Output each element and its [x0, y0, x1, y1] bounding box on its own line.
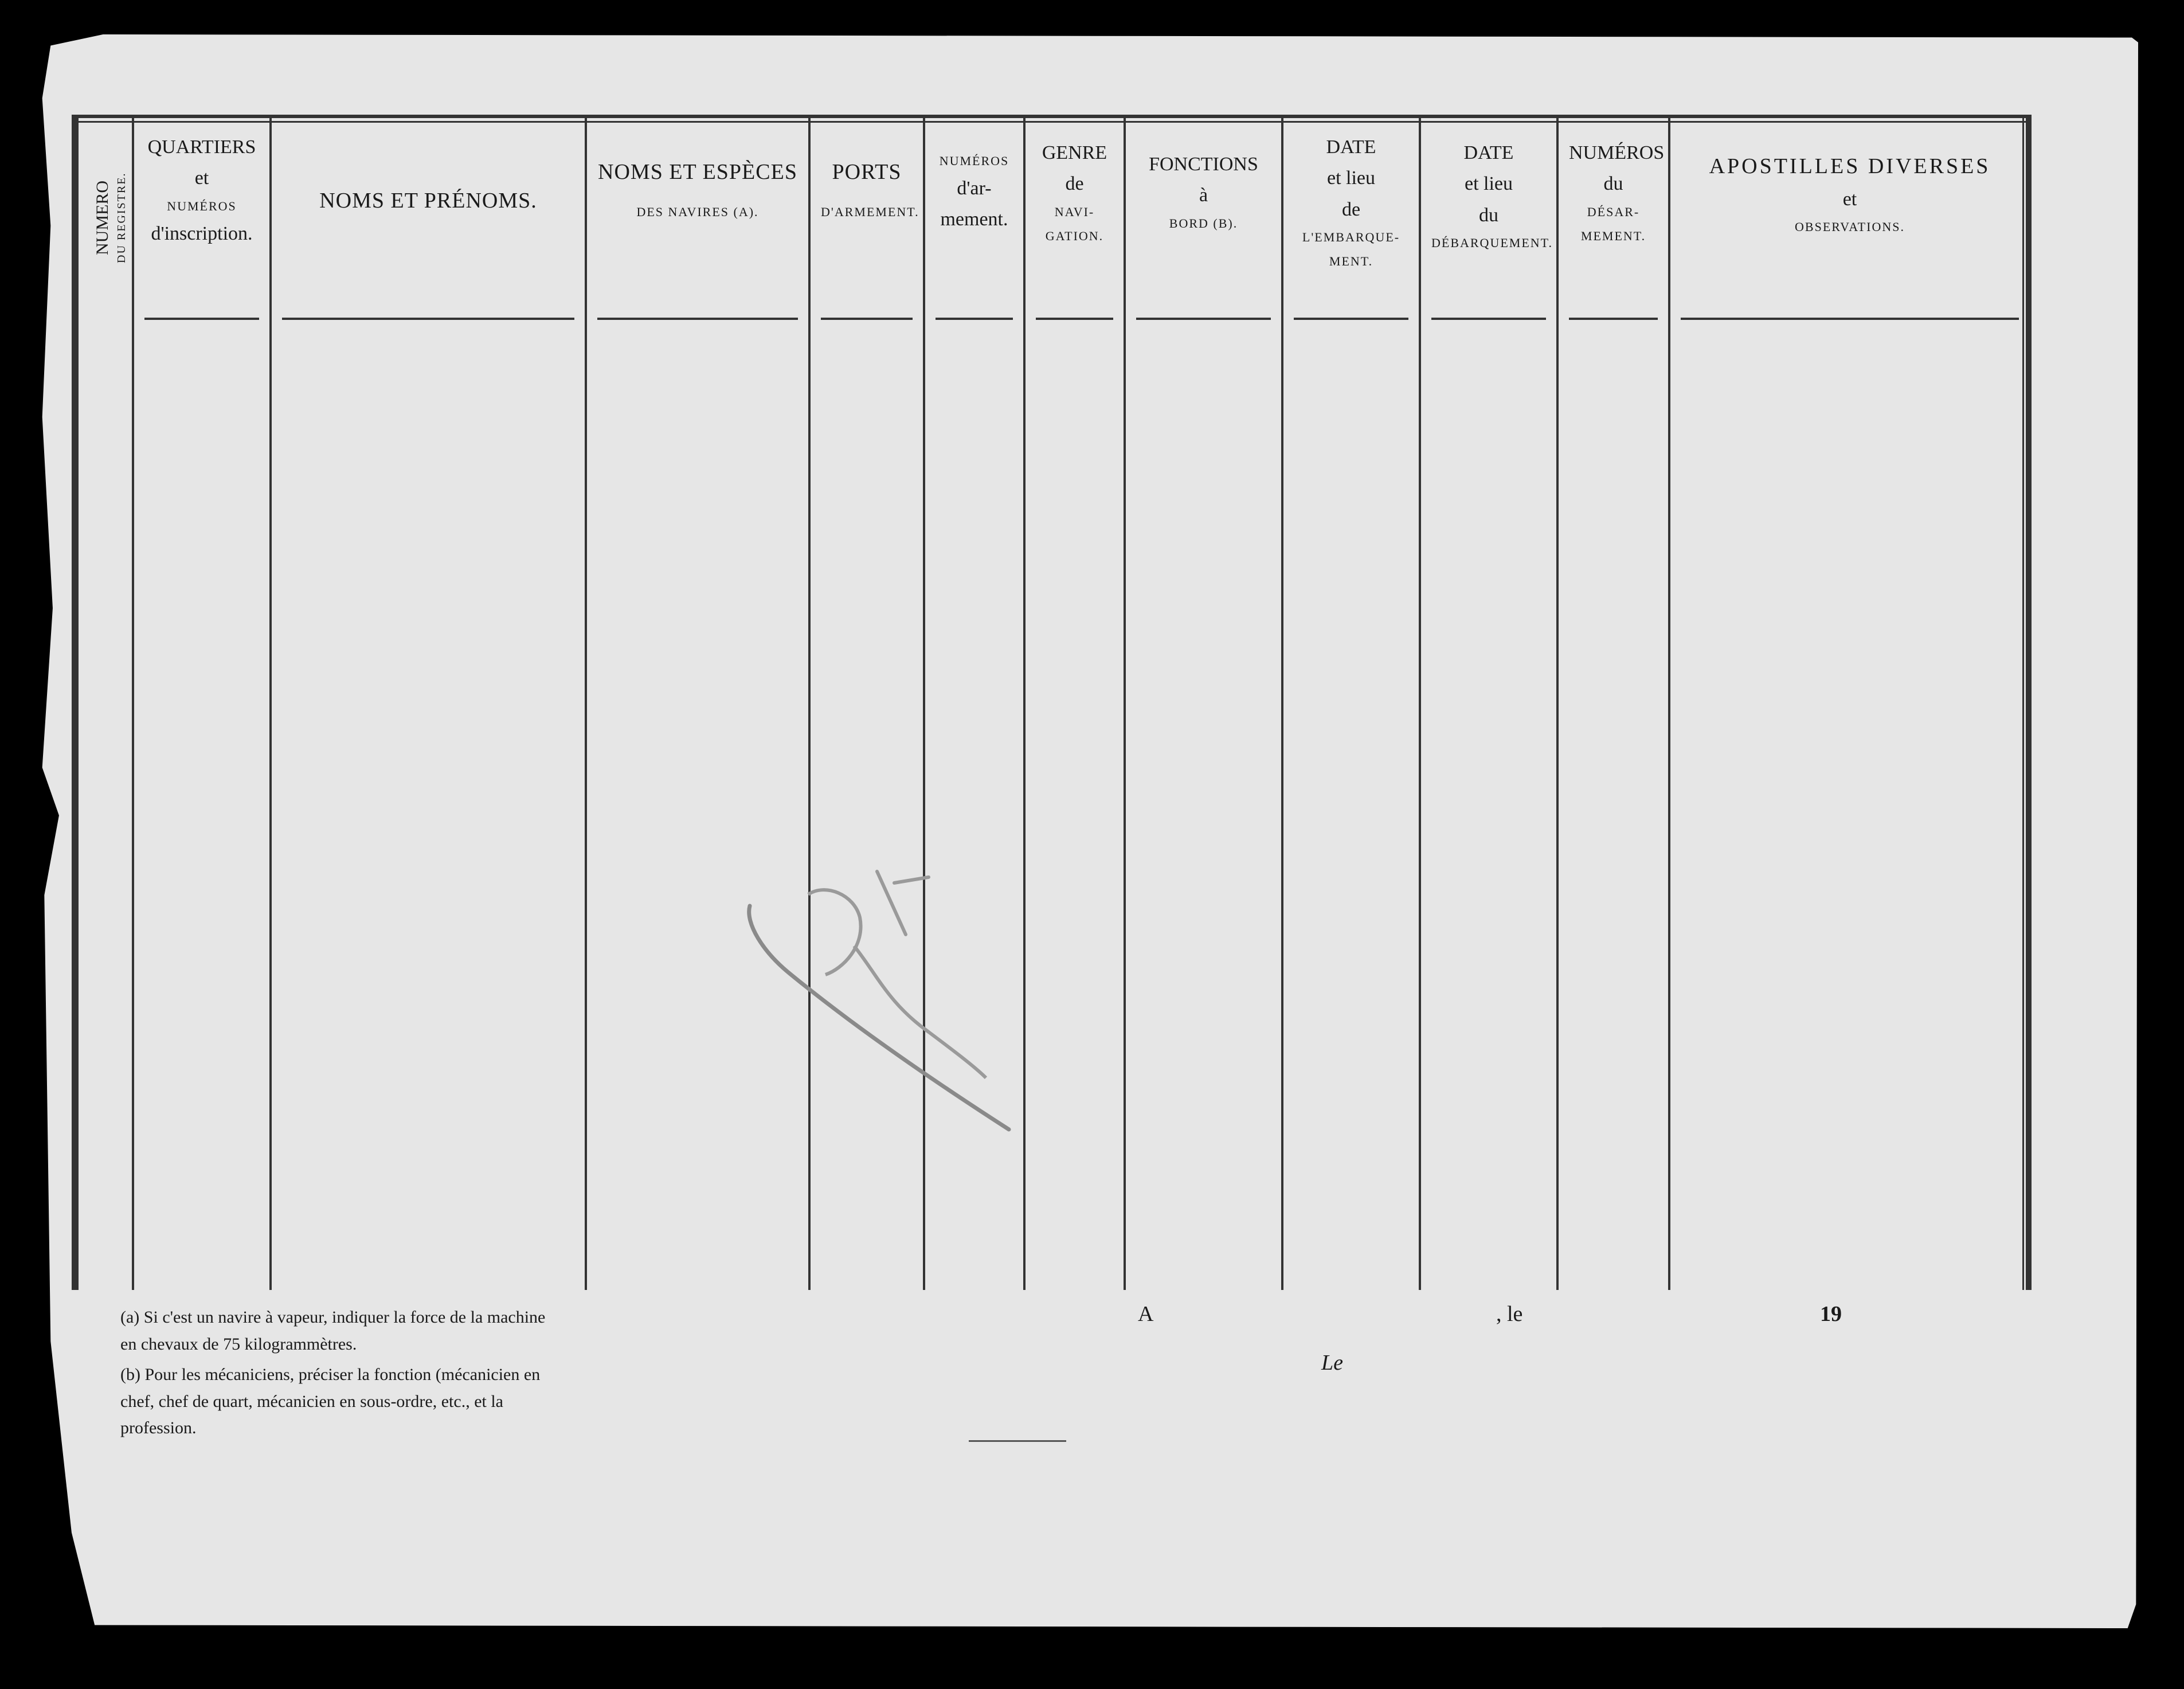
- col-apostilles: APOSTILLES DIVERSES et OBSERVATIONS.: [1669, 115, 2030, 1290]
- col-date-embarquement: DATE et lieu de L'EMBARQUE- MENT.: [1282, 115, 1420, 1290]
- signature-title: Le: [1321, 1351, 1343, 1375]
- signature-year: 19: [1820, 1302, 1842, 1326]
- signature-date: , le: [1496, 1302, 1523, 1326]
- col-ports: PORTS D'ARMEMENT.: [809, 115, 924, 1290]
- col-numeros-armement: NUMÉROS d'ar- mement.: [924, 115, 1024, 1290]
- col-numero: [76, 115, 133, 1290]
- col-quartiers: QUARTIERS et NUMÉROS d'inscription.: [133, 115, 271, 1290]
- col-date-debarquement: DATE et lieu du DÉBARQUEMENT.: [1420, 115, 1557, 1290]
- footnote-b: (b) Pour les mécaniciens, préciser la fonction (mécanicien en chef, chef de quart, mécanicien en sous-ordre, etc., et la profession.: [120, 1365, 541, 1437]
- col-noms-prenoms: NOMS ET PRÉNOMS.: [271, 115, 586, 1290]
- col-genre-navigation: GENRE de NAVI- GATION.: [1024, 115, 1125, 1290]
- col-navires: NOMS ET ESPÈCES DES NAVIRES (A).: [586, 115, 809, 1290]
- col-fonctions: FONCTIONS à BORD (B).: [1125, 115, 1282, 1290]
- col-numero-header: NUMERO DU REGISTRE.: [93, 172, 128, 264]
- signature-rule: [969, 1440, 1066, 1442]
- col-numeros-desarmement: NUMÉROS du DÉSAR- MEMENT.: [1557, 115, 1669, 1290]
- signature-place: A: [1138, 1302, 1154, 1326]
- pencil-annotation: [739, 860, 1060, 1181]
- footnote-a: (a) Si c'est un navire à vapeur, indiquer la force de la machine en chevaux de 75 kilogrammètres.: [120, 1308, 546, 1354]
